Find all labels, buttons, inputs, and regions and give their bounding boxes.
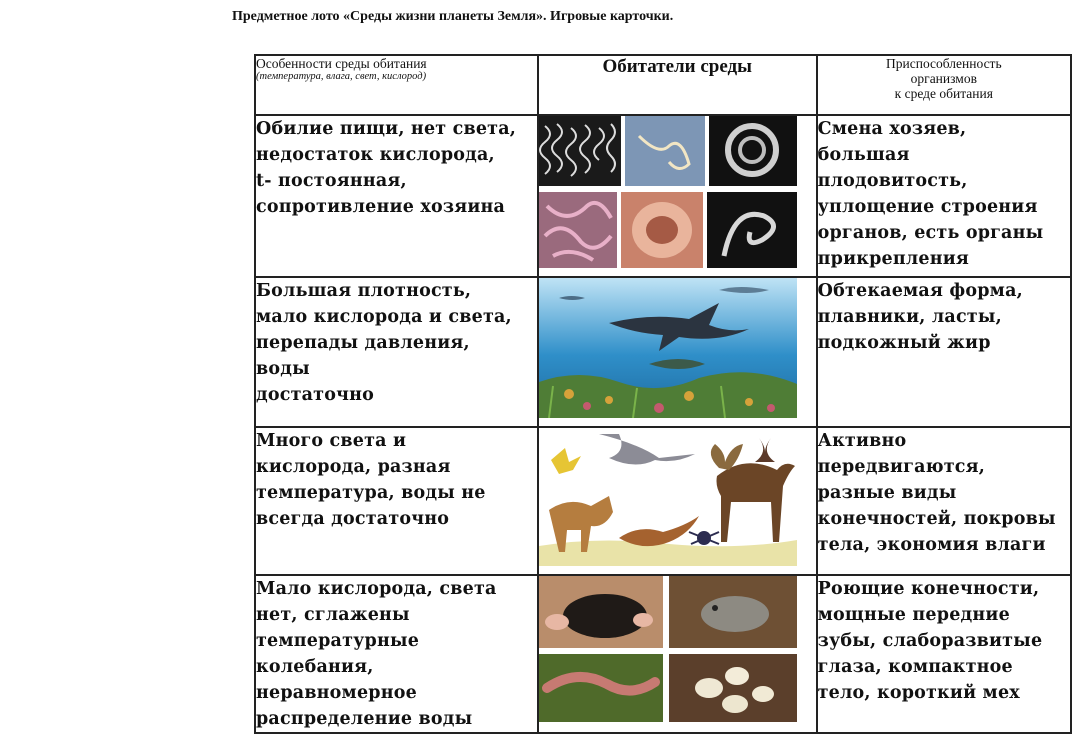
table-row — [255, 575, 1071, 733]
lotto-cards-table — [254, 54, 1072, 734]
row-picture — [538, 427, 817, 575]
row-adaptations: Роющие конечности, мощные передние зубы, слаборазвитые глаза, компактное тело, короткий мех — [817, 575, 1071, 733]
header-inhabitants: Обитатели среды — [538, 55, 817, 115]
row-conditions: Большая плотность, мало кислорода и света, перепады давления, воды достаточно — [255, 277, 538, 427]
header-conditions — [255, 55, 538, 115]
aquatic-scene-image — [539, 278, 797, 418]
table-row — [255, 427, 1071, 575]
table-row — [255, 277, 1071, 427]
header-adaptations-label: Приспособленность организмов к среде обитания — [886, 56, 1002, 101]
soil-animals-image — [539, 576, 797, 722]
land-air-animals-image — [539, 428, 797, 566]
header-conditions-sub: (температура, влага, свет, кислород) — [256, 71, 427, 82]
parasites-collage-image — [539, 116, 797, 268]
header-adaptations — [817, 55, 1071, 115]
row-adaptations: Активно передвигаются, разные виды конечностей, покровы тела, экономия влаги — [817, 427, 1071, 575]
row-adaptations: Смена хозяев, большая плодовитость, уплощение строения органов, есть органы прикрепления — [817, 115, 1071, 277]
header-conditions-label: Особенности среды обитания — [256, 56, 427, 71]
row-conditions: Много света и кислорода, разная температура, воды не всегда достаточно — [255, 427, 538, 575]
row-picture — [538, 115, 817, 277]
row-picture — [538, 575, 817, 733]
page-title: Предметное лото «Среды жизни планеты Земля». Игровые карточки. — [232, 9, 674, 24]
row-picture — [538, 277, 817, 427]
row-conditions: Мало кислорода, света нет, сглажены температурные колебания, неравномерное распределение воды — [255, 575, 538, 733]
row-adaptations: Обтекаемая форма, плавники, ласты, подкожный жир — [817, 277, 1071, 427]
table-row — [255, 115, 1071, 277]
row-conditions: Обилие пищи, нет света, недостаток кислорода, t- постоянная, сопротивление хозяина — [255, 115, 538, 277]
header-row — [255, 55, 1071, 115]
